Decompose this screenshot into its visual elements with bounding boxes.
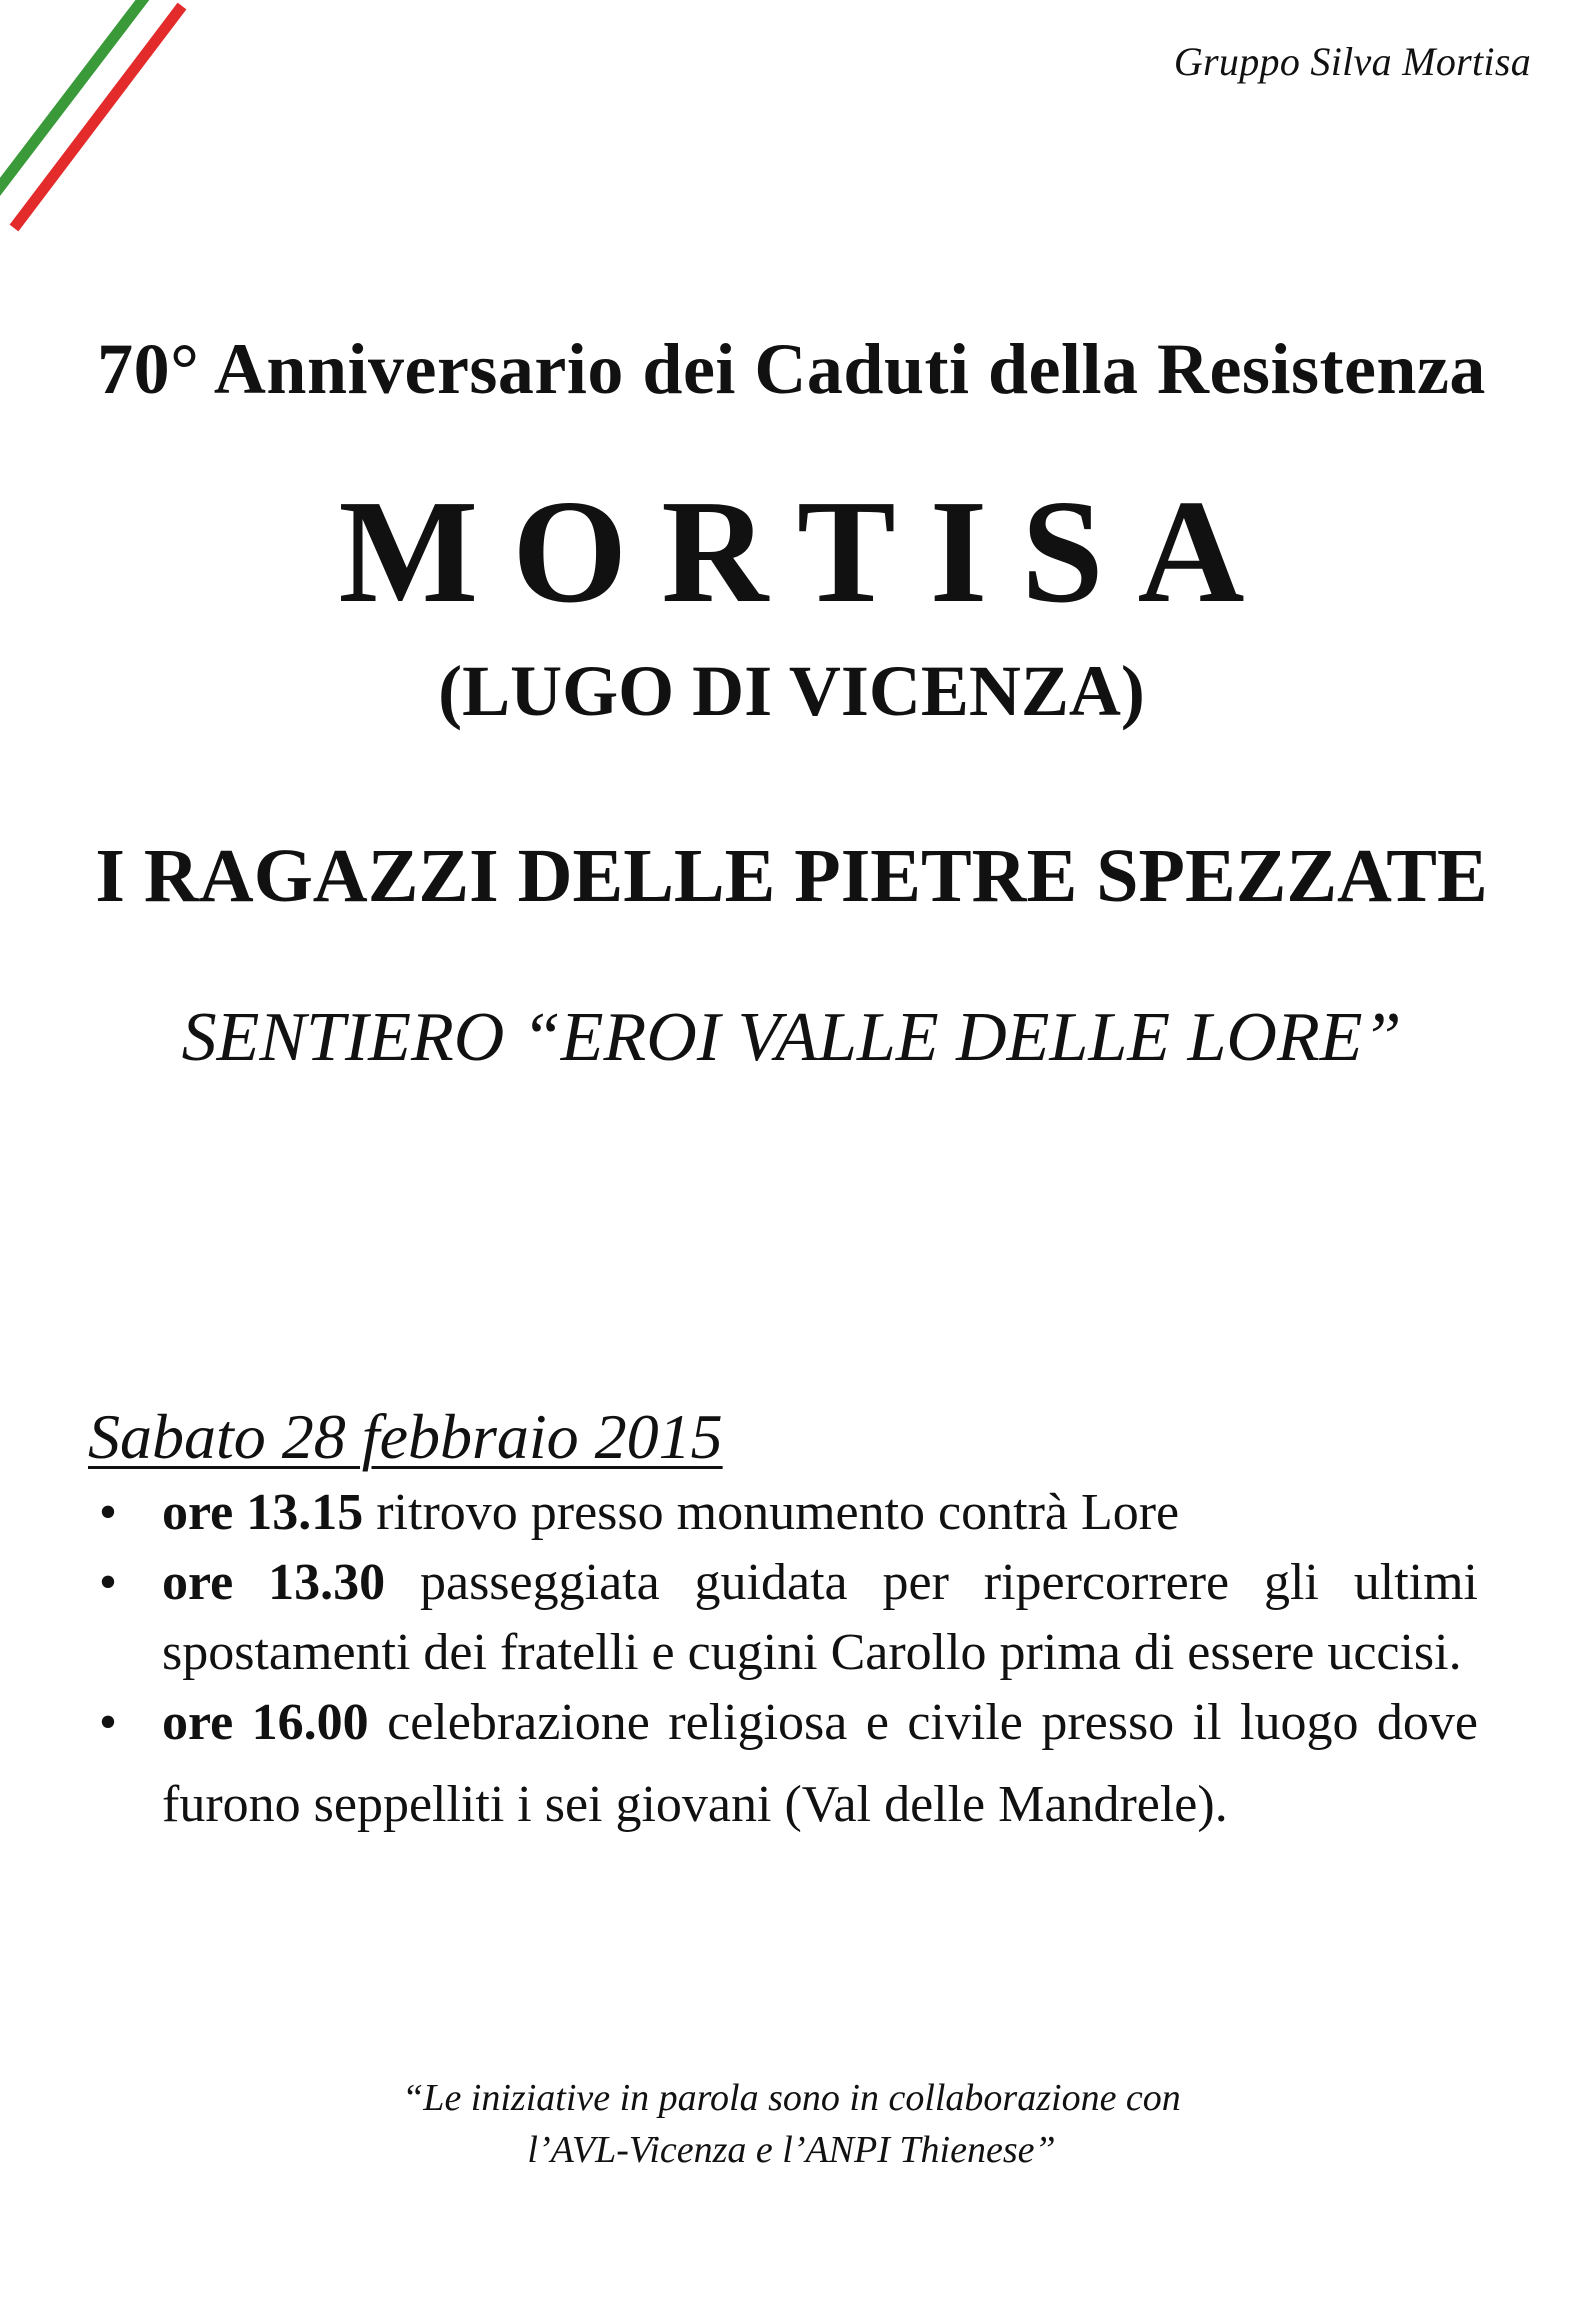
schedule-time: ore 16.00 bbox=[162, 1694, 369, 1751]
schedule-item bbox=[88, 1478, 1478, 1548]
place-subtitle: (LUGO DI VICENZA) bbox=[438, 651, 1145, 731]
italian-flag-stripes bbox=[0, 0, 200, 260]
bullet-icon: • bbox=[98, 1484, 118, 1541]
schedule-time: ore 13.15 bbox=[162, 1484, 364, 1541]
event-date: Sabato 28 febbraio 2015 bbox=[88, 1401, 723, 1472]
bullet-icon: • bbox=[98, 1694, 118, 1751]
anniversary-heading: 70° Anniversario dei Caduti della Resistenza bbox=[97, 329, 1486, 409]
schedule-item bbox=[88, 1548, 1478, 1688]
footer-note bbox=[0, 2072, 1583, 2176]
schedule-item bbox=[88, 1682, 1478, 1846]
schedule-description: ritrovo presso monumento contrà Lore bbox=[363, 1484, 1180, 1541]
footer-line-2: l’AVL-Vicenza e l’ANPI Thienese” bbox=[527, 2129, 1056, 2171]
bullet-icon: • bbox=[98, 1554, 118, 1611]
event-title: I RAGAZZI DELLE PIETRE SPEZZATE bbox=[95, 834, 1488, 918]
schedule-description: celebrazione religiosa e civile presso il luogo dove furono seppelliti i sei giovani (Val delle Mandrele). bbox=[162, 1694, 1478, 1833]
schedule-description: passeggiata guidata per ripercorrere gli ultimi spostamenti dei fratelli e cugini Carollo prima di essere uccisi. bbox=[162, 1554, 1478, 1681]
schedule-time: ore 13.30 bbox=[162, 1554, 386, 1611]
trail-name: SENTIERO “EROI VALLE DELLE LORE” bbox=[181, 999, 1402, 1076]
schedule-list bbox=[88, 1478, 1478, 1846]
place-title: MORTISA bbox=[338, 470, 1279, 634]
footer-line-1: “Le iniziative in parola sono in collaborazione con bbox=[402, 2077, 1181, 2119]
organization-name: Gruppo Silva Mortisa bbox=[1173, 39, 1531, 84]
